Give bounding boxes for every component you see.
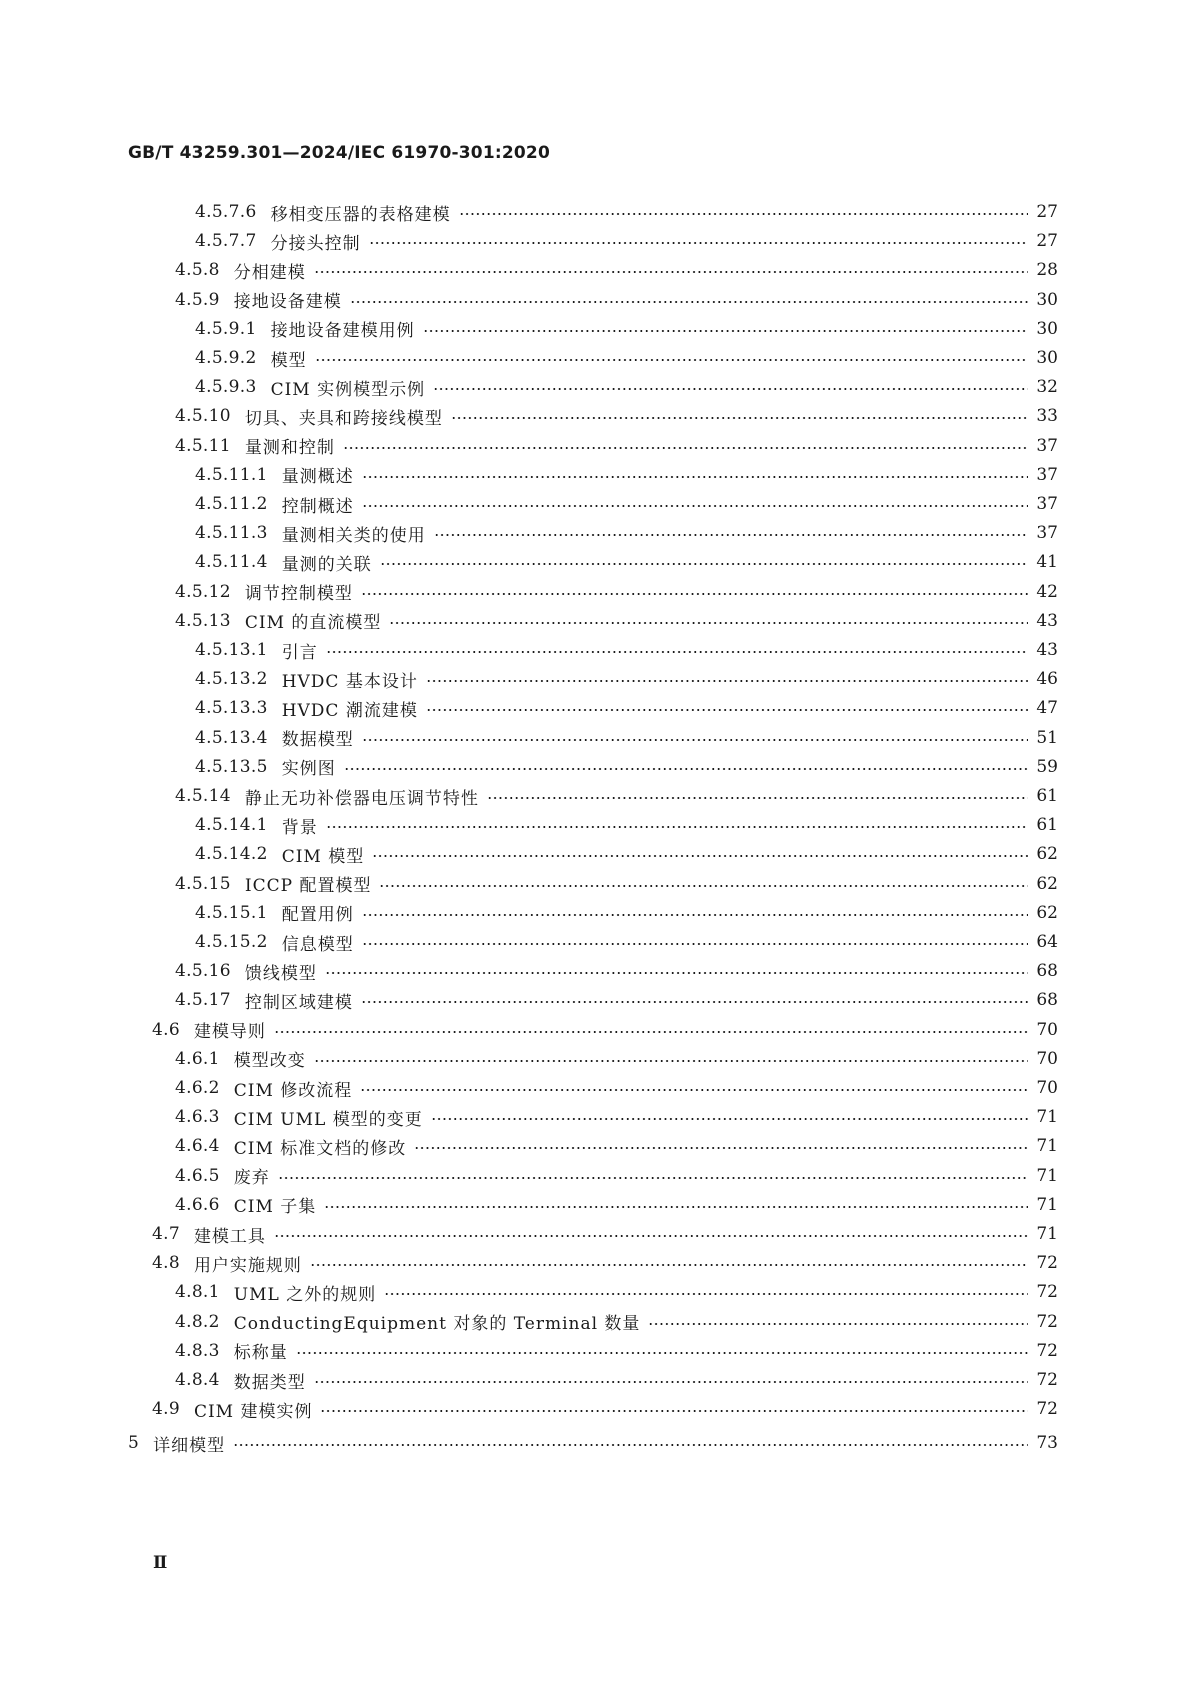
- toc-entry[interactable]: [128, 692, 1058, 724]
- toc-entry-title: 分接头控制: [270, 233, 361, 254]
- toc-entry-page: 70: [1036, 1019, 1058, 1040]
- document-header: GB/T 43259.301—2024/IEC 61970-301:2020: [128, 143, 550, 163]
- toc-entry-title: CIM 修改流程: [233, 1080, 353, 1101]
- toc-entry-number: 4.8.2: [175, 1311, 220, 1332]
- toc-entry-page: 42: [1036, 581, 1058, 602]
- toc-entry[interactable]: [128, 1043, 1058, 1075]
- toc-entry-number: 4.5.9.1: [195, 318, 257, 339]
- toc-entry-title: 详细模型: [153, 1435, 226, 1456]
- toc-entry-number: 4.6.6: [175, 1194, 220, 1215]
- toc-entry-title: HVDC 潮流建模: [281, 700, 418, 721]
- toc-entry-title: CIM 子集: [233, 1197, 317, 1218]
- toc-entry-title: 馈线模型: [244, 963, 317, 984]
- toc-entry[interactable]: [128, 576, 1058, 608]
- toc-entry-title: 控制区域建模: [244, 992, 353, 1013]
- toc-entry[interactable]: [128, 517, 1058, 549]
- toc-entry-title: CIM 建模实例: [193, 1401, 313, 1422]
- toc-entry-number: 4.5.8: [175, 260, 220, 281]
- toc-entry-number: 4.5.13.1: [195, 640, 268, 660]
- toc-entry[interactable]: [128, 780, 1058, 812]
- toc-entry[interactable]: [128, 1306, 1058, 1338]
- toc-entry[interactable]: [128, 1072, 1058, 1104]
- toc-entry-page: 32: [1036, 377, 1058, 398]
- toc-dot-leader: [362, 914, 1028, 916]
- toc-entry[interactable]: [128, 984, 1058, 1016]
- toc-entry-number: 4.6.5: [175, 1165, 220, 1186]
- toc-dot-leader: [433, 388, 1028, 390]
- toc-entry-number: 5: [128, 1433, 140, 1454]
- toc-entry-number: 4.5.12: [175, 581, 231, 602]
- toc-entry-number: 4.9: [152, 1399, 180, 1420]
- toc-entry-title: 切具、夹具和跨接线模型: [244, 408, 443, 429]
- toc-entry[interactable]: [128, 1335, 1058, 1367]
- toc-dot-leader: [414, 1147, 1028, 1149]
- toc-entry[interactable]: [128, 254, 1058, 286]
- toc-entry[interactable]: [128, 868, 1058, 900]
- toc-entry[interactable]: [128, 634, 1058, 666]
- toc-dot-leader: [344, 768, 1028, 770]
- toc-entry-title: 调节控制模型: [244, 584, 353, 605]
- toc-entry-page: 73: [1036, 1433, 1058, 1454]
- toc-entry-page: 71: [1036, 1136, 1058, 1157]
- toc-dot-leader: [233, 1444, 1028, 1446]
- toc-entry-title: CIM UML 模型的变更: [233, 1109, 423, 1130]
- toc-dot-leader: [426, 709, 1028, 711]
- toc-entry-page: 43: [1036, 640, 1058, 660]
- toc-entry-title: 量测相关类的使用: [281, 525, 426, 546]
- toc-dot-leader: [315, 359, 1028, 361]
- toc-dot-leader: [451, 417, 1028, 419]
- toc-entry-number: 4.5.13.5: [195, 756, 268, 777]
- toc-entry-page: 72: [1036, 1282, 1058, 1303]
- toc-entry-page: 61: [1036, 815, 1058, 836]
- toc-dot-leader: [274, 1235, 1028, 1237]
- toc-entry-number: 4.5.14: [175, 786, 231, 806]
- toc-entry-number: 4.5.16: [175, 961, 231, 982]
- toc-entry-page: 71: [1036, 1224, 1058, 1244]
- toc-dot-leader: [369, 242, 1028, 244]
- toc-entry-page: 37: [1036, 494, 1058, 514]
- toc-entry[interactable]: [128, 196, 1058, 228]
- toc-entry-page: 71: [1036, 1165, 1058, 1186]
- toc-entry-page: 62: [1036, 844, 1058, 865]
- toc-entry-page: 68: [1036, 990, 1058, 1011]
- toc-dot-leader: [362, 476, 1028, 478]
- toc-entry-title: ICCP 配置模型: [244, 876, 372, 897]
- toc-dot-leader: [274, 1031, 1028, 1033]
- toc-entry-title: 控制概述: [281, 496, 354, 517]
- toc-dot-leader: [423, 330, 1028, 332]
- toc-entry-page: 62: [1036, 873, 1058, 894]
- toc-entry-title: 量测的关联: [281, 554, 372, 575]
- toc-entry-page: 47: [1036, 698, 1058, 719]
- toc-entry-number: 4.5.13.3: [195, 698, 268, 719]
- toc-entry-page: 72: [1036, 1370, 1058, 1390]
- toc-entry-page: 43: [1036, 610, 1058, 631]
- toc-entry-title: 信息模型: [281, 934, 354, 955]
- toc-entry[interactable]: [128, 430, 1058, 462]
- toc-entry[interactable]: [128, 1130, 1058, 1162]
- toc-entry-title: 背景: [281, 817, 318, 838]
- toc-entry-number: 4.8.1: [175, 1282, 220, 1303]
- toc-entry-page: 37: [1036, 464, 1058, 485]
- toc-dot-leader: [426, 680, 1028, 682]
- toc-entry[interactable]: [128, 1276, 1058, 1308]
- toc-entry[interactable]: [128, 1364, 1058, 1396]
- page-number: Ⅱ: [153, 1553, 168, 1573]
- toc-entry-number: 4.5.11.1: [195, 464, 268, 485]
- toc-entry-page: 30: [1036, 318, 1058, 339]
- toc-entry-title: 配置用例: [281, 905, 354, 926]
- toc-dot-leader: [314, 271, 1028, 273]
- toc-entry[interactable]: [128, 1189, 1058, 1221]
- toc-entry[interactable]: [128, 751, 1058, 783]
- toc-entry-title: 模型: [270, 350, 307, 371]
- toc-entry-number: 4.5.10: [175, 406, 231, 427]
- toc-entry-number: 4.8.3: [175, 1340, 220, 1361]
- toc-entry-number: 4.6.1: [175, 1048, 220, 1069]
- toc-entry-title: CIM 标准文档的修改: [233, 1138, 407, 1159]
- toc-entry-page: 51: [1036, 727, 1058, 748]
- toc-entry[interactable]: [128, 1427, 1058, 1459]
- toc-entry-title: 引言: [281, 642, 318, 663]
- toc-entry-title: 建模导则: [193, 1022, 266, 1043]
- toc-entry[interactable]: [128, 1393, 1058, 1425]
- toc-dot-leader: [296, 1352, 1028, 1354]
- toc-dot-leader: [350, 301, 1028, 303]
- toc-entry-title: HVDC 基本设计: [281, 671, 418, 692]
- toc-entry-page: 41: [1036, 552, 1058, 573]
- toc-entry-title: 数据模型: [281, 730, 354, 751]
- toc-dot-leader: [361, 593, 1028, 595]
- toc-entry[interactable]: [128, 1247, 1058, 1279]
- toc-entry-number: 4.5.15: [175, 873, 231, 894]
- toc-entry-title: 建模工具: [193, 1226, 266, 1247]
- toc-dot-leader: [320, 1410, 1028, 1412]
- toc-entry-number: 4.5.9.2: [195, 348, 257, 368]
- toc-dot-leader: [431, 1118, 1028, 1120]
- toc-entry-page: 72: [1036, 1399, 1058, 1420]
- toc-entry-page: 33: [1036, 406, 1058, 427]
- toc-entry-page: 30: [1036, 348, 1058, 368]
- toc-dot-leader: [372, 855, 1028, 857]
- toc-entry[interactable]: [128, 1218, 1058, 1250]
- toc-entry[interactable]: [128, 459, 1058, 491]
- toc-entry-title: 数据类型: [233, 1372, 306, 1393]
- toc-entry-title: 标称量: [233, 1343, 288, 1364]
- toc-entry-number: 4.6.2: [175, 1078, 220, 1098]
- toc-dot-leader: [361, 1001, 1028, 1003]
- toc-entry-number: 4.6.3: [175, 1107, 220, 1128]
- toc-dot-leader: [362, 505, 1028, 507]
- toc-dot-leader: [343, 447, 1028, 449]
- toc-dot-leader: [278, 1177, 1028, 1179]
- toc-dot-leader: [314, 1381, 1028, 1383]
- toc-entry-page: 37: [1036, 523, 1058, 544]
- toc-entry-number: 4.5.9: [175, 289, 220, 310]
- toc-entry-title: UML 之外的规则: [233, 1284, 377, 1305]
- toc-entry-number: 4.5.13: [175, 610, 231, 631]
- toc-dot-leader: [384, 1293, 1028, 1295]
- toc-dot-leader: [362, 739, 1028, 741]
- toc-entry-number: 4.5.15.1: [195, 902, 268, 923]
- toc-entry-title: 模型改变: [233, 1051, 306, 1072]
- toc-entry-title: CIM 实例模型示例: [270, 379, 426, 400]
- toc-entry[interactable]: [128, 722, 1058, 754]
- toc-entry[interactable]: [128, 605, 1058, 637]
- toc-entry-number: 4.5.14.1: [195, 815, 268, 836]
- toc-dot-leader: [310, 1264, 1028, 1266]
- toc-dot-leader: [360, 1089, 1028, 1091]
- toc-entry[interactable]: [128, 284, 1058, 316]
- toc-entry-title: 静止无功补偿器电压调节特性: [244, 788, 479, 809]
- toc-entry-page: 27: [1036, 202, 1058, 222]
- toc-entry-page: 64: [1036, 932, 1058, 952]
- toc-entry-page: 68: [1036, 961, 1058, 982]
- toc-entry-page: 72: [1036, 1253, 1058, 1274]
- toc-dot-leader: [324, 1206, 1028, 1208]
- toc-entry-number: 4.5.11.3: [195, 523, 268, 544]
- toc-entry[interactable]: [128, 313, 1058, 345]
- toc-entry-number: 4.5.14.2: [195, 844, 268, 865]
- toc-entry-number: 4.5.11: [175, 435, 231, 456]
- toc-entry[interactable]: [128, 546, 1058, 578]
- toc-entry-page: 59: [1036, 756, 1058, 777]
- toc-entry-number: 4.5.11.4: [195, 552, 268, 573]
- toc-entry-title: ConductingEquipment 对象的 Terminal 数量: [233, 1314, 641, 1335]
- toc-entry[interactable]: [128, 809, 1058, 841]
- toc-entry[interactable]: [128, 1101, 1058, 1133]
- toc-entry-number: 4.7: [152, 1224, 180, 1244]
- toc-dot-leader: [459, 213, 1028, 215]
- toc-entry-page: 70: [1036, 1048, 1058, 1069]
- toc-entry-page: 72: [1036, 1311, 1058, 1332]
- toc-entry-title: 接地设备建模: [233, 292, 342, 313]
- toc-entry-title: CIM 的直流模型: [244, 613, 382, 634]
- toc-entry[interactable]: [128, 1160, 1058, 1192]
- toc-entry-page: 37: [1036, 435, 1058, 456]
- toc-entry[interactable]: [128, 955, 1058, 987]
- toc-entry-number: 4.8.4: [175, 1370, 220, 1390]
- toc-entry[interactable]: [128, 663, 1058, 695]
- toc-entry-title: 移相变压器的表格建模: [270, 204, 451, 225]
- toc-dot-leader: [326, 651, 1028, 653]
- toc-entry-title: 用户实施规则: [193, 1255, 302, 1276]
- toc-dot-leader: [314, 1060, 1028, 1062]
- toc-entry-number: 4.6.4: [175, 1136, 220, 1157]
- toc-entry-title: 量测和控制: [244, 438, 335, 459]
- toc-entry-page: 30: [1036, 289, 1058, 310]
- toc-entry-page: 27: [1036, 231, 1058, 252]
- toc-entry-title: 分相建模: [233, 262, 306, 283]
- toc-entry[interactable]: [128, 400, 1058, 432]
- toc-entry-page: 46: [1036, 669, 1058, 690]
- toc-entry-number: 4.5.7.6: [195, 202, 257, 222]
- toc-entry[interactable]: [128, 225, 1058, 257]
- toc-entry-page: 70: [1036, 1078, 1058, 1098]
- toc-entry[interactable]: [128, 838, 1058, 870]
- toc-entry[interactable]: [128, 371, 1058, 403]
- toc-entry-number: 4.6: [152, 1019, 180, 1040]
- toc-entry-page: 28: [1036, 260, 1058, 281]
- toc-dot-leader: [389, 622, 1028, 624]
- toc-entry-page: 71: [1036, 1107, 1058, 1128]
- toc-dot-leader: [379, 885, 1028, 887]
- toc-entry-page: 72: [1036, 1340, 1058, 1361]
- toc-dot-leader: [380, 563, 1028, 565]
- toc-entry-title: 废弃: [233, 1168, 270, 1189]
- toc-entry-page: 61: [1036, 786, 1058, 806]
- toc-dot-leader: [648, 1323, 1028, 1325]
- toc-entry-page: 71: [1036, 1194, 1058, 1215]
- toc-dot-leader: [487, 797, 1028, 799]
- toc-dot-leader: [362, 943, 1028, 945]
- toc-dot-leader: [326, 826, 1028, 828]
- toc-entry-number: 4.5.17: [175, 990, 231, 1011]
- toc-entry-number: 4.5.13.4: [195, 727, 268, 748]
- toc-entry[interactable]: [128, 1014, 1058, 1046]
- toc-entry-title: 量测概述: [281, 467, 354, 488]
- toc-entry-number: 4.5.11.2: [195, 494, 268, 514]
- toc-entry[interactable]: [128, 926, 1058, 958]
- toc-entry-title: CIM 模型: [281, 846, 365, 867]
- toc-dot-leader: [325, 972, 1028, 974]
- toc-entry-number: 4.5.7.7: [195, 231, 257, 252]
- toc-entry[interactable]: [128, 342, 1058, 374]
- toc-entry[interactable]: [128, 488, 1058, 520]
- toc-entry[interactable]: [128, 897, 1058, 929]
- toc-entry-number: 4.5.13.2: [195, 669, 268, 690]
- toc-entry-title: 实例图: [281, 759, 336, 780]
- toc-entry-title: 接地设备建模用例: [270, 321, 415, 342]
- toc-entry-number: 4.5.9.3: [195, 377, 257, 398]
- toc-entry-page: 62: [1036, 902, 1058, 923]
- toc-dot-leader: [434, 534, 1028, 536]
- toc-entry-number: 4.8: [152, 1253, 180, 1274]
- toc-entry-number: 4.5.15.2: [195, 932, 268, 952]
